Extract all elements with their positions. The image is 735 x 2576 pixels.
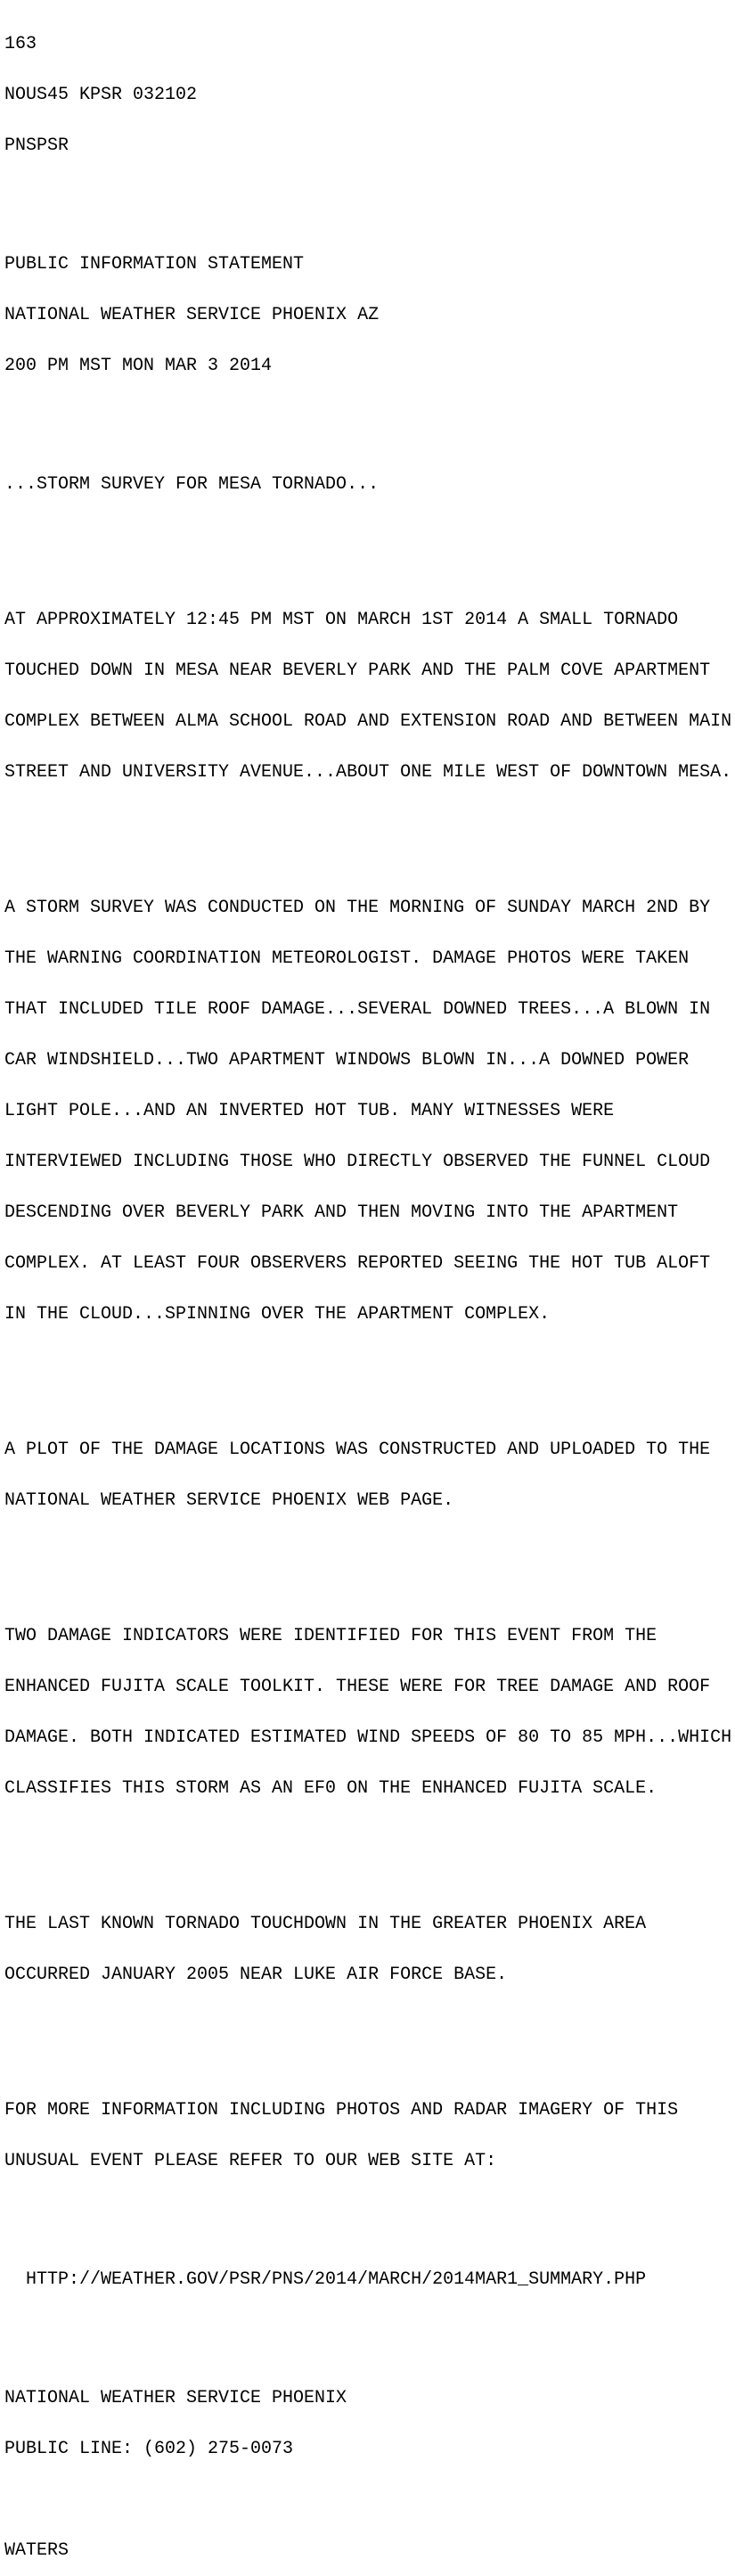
paragraph-line: INTERVIEWED INCLUDING THOSE WHO DIRECTLY OBSERVED THE FUNNEL CLOUD bbox=[4, 1152, 711, 1172]
wmo-header: NOUS45 KPSR 032102 bbox=[4, 85, 198, 105]
spacer bbox=[4, 527, 735, 544]
paragraph-line: THAT INCLUDED TILE ROOF DAMAGE...SEVERAL DOWNED TREES...A BLOWN IN bbox=[4, 999, 711, 1020]
paragraph-line: CLASSIFIES THIS STORM AS AN EF0 ON THE ENHANCED FUJITA SCALE. bbox=[4, 1778, 657, 1799]
spacer bbox=[4, 1543, 735, 1560]
summary-link: HTTP://WEATHER.GOV/PSR/PNS/2014/MARCH/2014MAR1_SUMMARY.PHP bbox=[26, 2269, 647, 2290]
spacer bbox=[4, 1831, 735, 1848]
spacer bbox=[4, 2017, 735, 2034]
paragraph-line: COMPLEX. AT LEAST FOUR OBSERVERS REPORTED SEEING THE HOT TUB ALOFT bbox=[4, 1253, 711, 1274]
issue-time: 200 PM MST MON MAR 3 2014 bbox=[4, 356, 273, 376]
sequence-number: 163 bbox=[4, 34, 37, 54]
paragraph-line: TOUCHED DOWN IN MESA NEAR BEVERLY PARK AND THE PALM COVE APARTMENT bbox=[4, 660, 711, 681]
paragraph-line: A STORM SURVEY WAS CONDUCTED ON THE MORNING OF SUNDAY MARCH 2ND BY bbox=[4, 898, 711, 918]
paragraph-line: OCCURRED JANUARY 2005 NEAR LUKE AIR FORCE BASE. bbox=[4, 1965, 508, 1985]
footer-phone: PUBLIC LINE: (602) 275-0073 bbox=[4, 2439, 294, 2459]
paragraph-line: IN THE CLOUD...SPINNING OVER THE APARTMENT COMPLEX. bbox=[4, 1304, 551, 1325]
paragraph-line: STREET AND UNIVERSITY AVENUE...ABOUT ONE MILE WEST OF DOWNTOWN MESA. bbox=[4, 762, 732, 783]
paragraph-line: ENHANCED FUJITA SCALE TOOLKIT. THESE WERE FOR TREE DAMAGE AND ROOF bbox=[4, 1677, 711, 1697]
paragraph-line: LIGHT POLE...AND AN INVERTED HOT TUB. MANY WITNESSES WERE bbox=[4, 1101, 615, 1121]
product-type: PUBLIC INFORMATION STATEMENT bbox=[4, 254, 305, 275]
spacer bbox=[4, 2203, 735, 2220]
spacer bbox=[4, 188, 735, 205]
footer-office: NATIONAL WEATHER SERVICE PHOENIX bbox=[4, 2388, 347, 2408]
paragraph-line: COMPLEX BETWEEN ALMA SCHOOL ROAD AND EXTENSION ROAD AND BETWEEN MAIN bbox=[4, 711, 732, 732]
spacer bbox=[4, 2491, 735, 2508]
paragraph-line: A PLOT OF THE DAMAGE LOCATIONS WAS CONSTRUCTED AND UPLOADED TO THE bbox=[4, 1440, 711, 1460]
spacer bbox=[4, 408, 735, 425]
awips-id: PNSPSR bbox=[4, 135, 69, 156]
paragraph-line: THE WARNING COORDINATION METEOROLOGIST. DAMAGE PHOTOS WERE TAKEN bbox=[4, 948, 690, 969]
author: WATERS bbox=[4, 2540, 69, 2561]
spacer bbox=[4, 1357, 735, 1374]
paragraph-line: DAMAGE. BOTH INDICATED ESTIMATED WIND SPEEDS OF 80 TO 85 MPH...WHICH bbox=[4, 1727, 732, 1748]
spacer bbox=[4, 815, 735, 832]
paragraph-line: DESCENDING OVER BEVERLY PARK AND THEN MOVING INTO THE APARTMENT bbox=[4, 1202, 679, 1223]
paragraph-line: CAR WINDSHIELD...TWO APARTMENT WINDOWS BLOWN IN...A DOWNED POWER bbox=[4, 1050, 690, 1071]
paragraph-line: THE LAST KNOWN TORNADO TOUCHDOWN IN THE GREATER PHOENIX AREA bbox=[4, 1914, 647, 1934]
paragraph-line: TWO DAMAGE INDICATORS WERE IDENTIFIED FOR THIS EVENT FROM THE bbox=[4, 1626, 657, 1646]
paragraph-line: FOR MORE INFORMATION INCLUDING PHOTOS AND RADAR IMAGERY OF THIS bbox=[4, 2100, 679, 2121]
paragraph-line: NATIONAL WEATHER SERVICE PHOENIX WEB PAGE. bbox=[4, 1490, 454, 1511]
headline: ...STORM SURVEY FOR MESA TORNADO... bbox=[4, 474, 380, 495]
spacer bbox=[4, 2322, 735, 2339]
paragraph-line: UNUSUAL EVENT PLEASE REFER TO OUR WEB SITE AT: bbox=[4, 2151, 497, 2171]
paragraph-line: AT APPROXIMATELY 12:45 PM MST ON MARCH 1ST 2014 A SMALL TORNADO bbox=[4, 610, 679, 630]
issuing-office: NATIONAL WEATHER SERVICE PHOENIX AZ bbox=[4, 305, 380, 325]
